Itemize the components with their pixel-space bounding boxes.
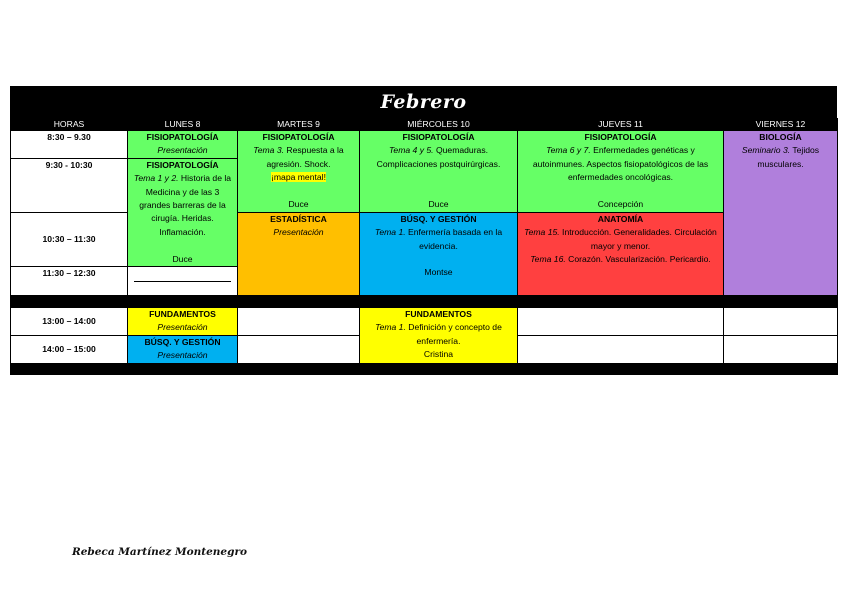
cell-mon-0830 bbox=[128, 131, 238, 159]
theme-label: Tema 1 y 2. bbox=[133, 173, 179, 184]
note-label: Presentación bbox=[273, 227, 324, 238]
theme-label: Tema 3. bbox=[253, 145, 284, 156]
topic-text: Corazón. Vascularización. Pericardio. bbox=[565, 254, 711, 265]
hour-cell: 8:30 – 9.30 bbox=[11, 131, 128, 159]
subject-label: FUNDAMENTOS bbox=[405, 309, 472, 320]
subject-label: ANATOMÍA bbox=[597, 213, 644, 224]
hour-cell: 10:30 – 11:30 bbox=[11, 212, 128, 266]
cell-fri-1300 bbox=[724, 308, 838, 336]
cell-wed-1300 bbox=[360, 308, 518, 364]
cell-tue-1400 bbox=[238, 335, 360, 363]
subject-label: FISIOPATOLOGÍA bbox=[584, 132, 657, 142]
hour-cell: 14:00 – 15:00 bbox=[11, 335, 128, 363]
header-wednesday: MIÉRCOLES 10 bbox=[360, 119, 518, 131]
topic-text: Definición y concepto de enfermería. bbox=[405, 322, 502, 346]
theme-label: Seminario 3. bbox=[741, 145, 791, 156]
cell-tue-0830 bbox=[238, 131, 360, 213]
row-0830 bbox=[11, 131, 838, 159]
cell-thu-1300 bbox=[518, 308, 724, 336]
professor-label: Cristina bbox=[423, 349, 454, 360]
professor-label: Duce bbox=[172, 253, 193, 264]
topic-text: Historia de la Medicina y de las 3 grandes barreras de la cirugía. Heridas. Inflamación. bbox=[139, 173, 232, 237]
cell-tue-1300 bbox=[238, 308, 360, 336]
subject-label: BÚSQ. Y GESTIÓN bbox=[400, 213, 477, 224]
topic-text: Introducción. Generalidades. Circulación mayor y menor. bbox=[559, 227, 717, 251]
header-hours: HORAS bbox=[11, 119, 128, 131]
note-label: Presentación bbox=[157, 350, 208, 361]
row-1300 bbox=[11, 308, 838, 336]
subject-label: FISIOPATOLOGÍA bbox=[146, 132, 219, 142]
subject-label: FISIOPATOLOGÍA bbox=[262, 132, 335, 142]
theme-label: Tema 6 y 7. bbox=[546, 145, 591, 156]
subject-label: BIOLOGÍA bbox=[759, 132, 802, 142]
cell-mon-0930 bbox=[128, 158, 238, 266]
cell-fri-0830 bbox=[724, 131, 838, 296]
theme-label: Tema 16. bbox=[530, 254, 566, 265]
theme-label: Tema 1. bbox=[375, 322, 406, 333]
cell-wed-1030 bbox=[360, 212, 518, 295]
subject-label: FISIOPATOLOGÍA bbox=[402, 132, 475, 142]
header-row bbox=[11, 119, 838, 131]
theme-label: Tema 15. bbox=[524, 227, 560, 238]
topic-text: Tejidos musculares. bbox=[757, 145, 820, 169]
subject-label: ESTADÍSTICA bbox=[270, 213, 327, 224]
professor-label: Concepción bbox=[597, 199, 644, 210]
month-title: Febrero bbox=[10, 86, 837, 118]
header-friday: VIERNES 12 bbox=[724, 119, 838, 131]
cell-thu-1400 bbox=[518, 335, 724, 363]
cell-fri-1400 bbox=[724, 335, 838, 363]
professor-label: Duce bbox=[288, 199, 309, 210]
topic-text: Respuesta a la agresión. Shock. bbox=[266, 145, 344, 169]
schedule-table bbox=[10, 118, 838, 375]
cell-tue-1030 bbox=[238, 212, 360, 295]
topic-text: Enfermedades genéticas y autoinmunes. Aspectos fisiopatológicos de las enfermedades oncológicas. bbox=[532, 145, 709, 183]
cell-wed-0830 bbox=[360, 131, 518, 213]
header-tuesday: MARTES 9 bbox=[238, 119, 360, 131]
hour-cell: 11:30 – 12:30 bbox=[11, 267, 128, 296]
cell-thu-1030 bbox=[518, 212, 724, 295]
cell-mon-1300 bbox=[128, 308, 238, 336]
subject-label: FUNDAMENTOS bbox=[149, 309, 216, 320]
topic-text: Quemaduras. Complicaciones postquirúrgicas. bbox=[376, 145, 501, 169]
underline-divider bbox=[134, 281, 231, 282]
note-label: Presentación bbox=[157, 145, 208, 156]
theme-label: Tema 4 y 5. bbox=[388, 145, 434, 156]
professor-label: Duce bbox=[428, 199, 449, 210]
header-monday: LUNES 8 bbox=[128, 119, 238, 131]
timetable bbox=[10, 86, 837, 375]
cell-mon-1130 bbox=[128, 267, 238, 296]
note-label: Presentación bbox=[157, 322, 208, 333]
lunch-separator bbox=[11, 296, 838, 308]
author-signature: Rebeca Martínez Montenegro bbox=[72, 546, 247, 558]
hour-cell: 9:30 - 10:30 bbox=[11, 158, 128, 212]
header-thursday: JUEVES 11 bbox=[518, 119, 724, 131]
subject-label: FISIOPATOLOGÍA bbox=[146, 159, 219, 170]
cell-mon-1400 bbox=[128, 335, 238, 363]
hour-cell: 13:00 – 14:00 bbox=[11, 308, 128, 336]
cell-thu-0830 bbox=[518, 131, 724, 213]
subject-label: BÚSQ. Y GESTIÓN bbox=[144, 336, 221, 347]
mind-map-highlight: ¡mapa mental! bbox=[271, 172, 326, 183]
topic-text: Enfermería basada en la evidencia. bbox=[405, 227, 503, 251]
footer-bar bbox=[11, 363, 838, 374]
theme-label: Tema 1. bbox=[374, 227, 406, 238]
professor-label: Montse bbox=[424, 267, 453, 278]
